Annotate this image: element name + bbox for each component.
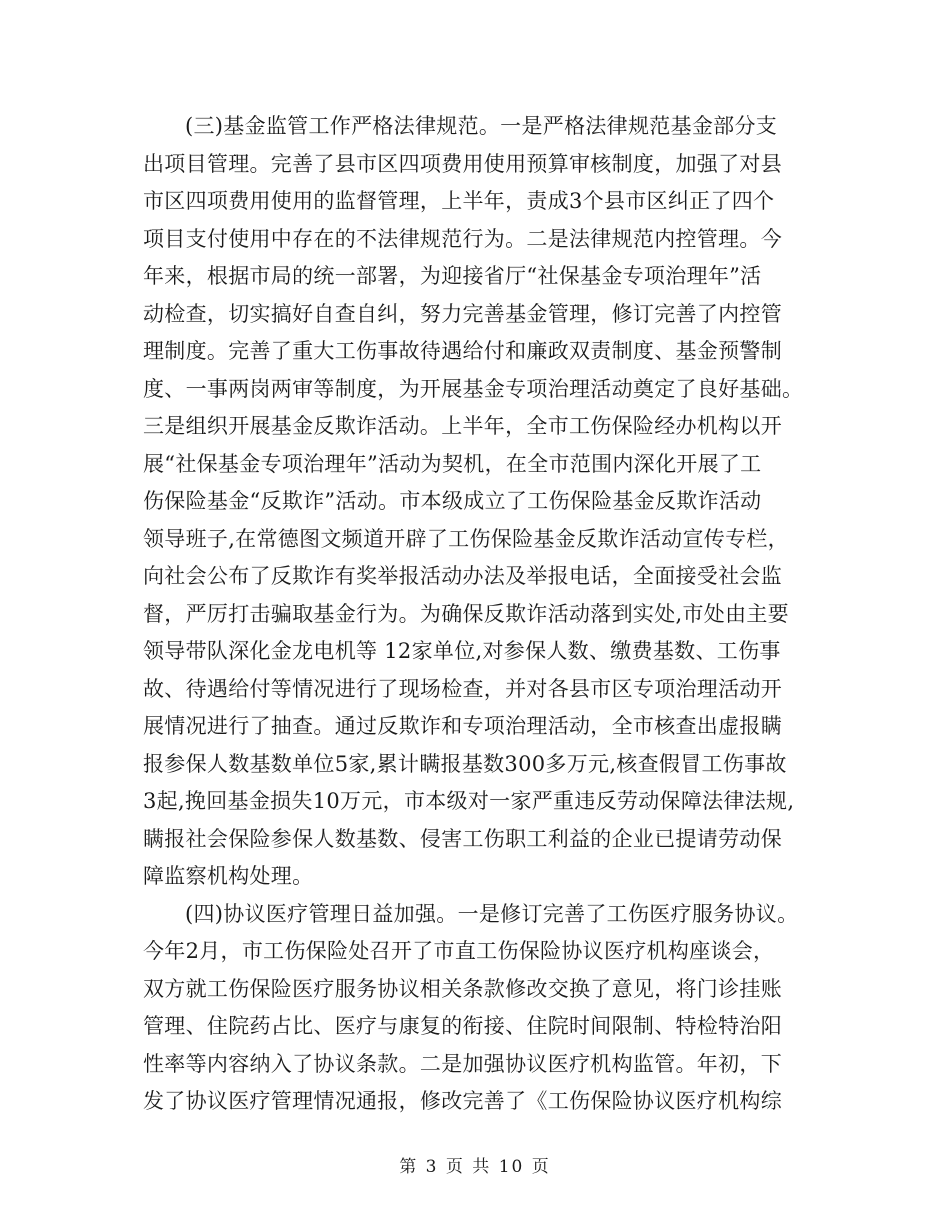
paragraph-3-line-19: 3起,挽回基金损失10万元，市本级对一家严重违反劳动保障法律法规, <box>143 789 795 813</box>
paragraph-3-line-6: 动检查，切实搞好自查自纠，努力完善基金管理，修订完善了内控管 <box>143 301 782 326</box>
paragraph-3-line-16: 故、待遇给付等情况进行了现场检查，并对各县市区专项治理活动开 <box>143 676 782 701</box>
paragraph-3-line-4: 项目支付使用中存在的不法律规范行为。二是法律规范内控管理。今 <box>143 226 782 251</box>
paragraph-4-line-1: (四)协议医疗管理日益加强。一是修订完善了工伤医疗服务协议。 <box>185 901 799 926</box>
paragraph-3-line-3: 市区四项费用使用的监督管理，上半年，责成3个县市区纠正了四个 <box>143 189 775 213</box>
paragraph-3-line-1: (三)基金监管工作严格法律规范。一是严格法律规范基金部分支 <box>185 114 778 138</box>
paragraph-3-line-21: 障监察机构处理。 <box>143 864 314 888</box>
paragraph-3-line-12: 领导班子,在常德图文频道开辟了工伤保险基金反欺诈活动宣传专栏， <box>143 526 789 551</box>
paragraph-3-line-20: 瞒报社会保险参保人数基数、侵害工伤职工利益的企业已提请劳动保 <box>143 826 782 851</box>
paragraph-3-line-10: 展“社保基金专项治理年”活动为契机，在全市范围内深化开展了工 <box>143 451 762 476</box>
paragraph-3-line-15: 领导带队深化金龙电机等 12家单位,对参保人数、缴费基数、工伤事 <box>143 639 781 663</box>
paragraph-3-line-14: 督，严厉打击骗取基金行为。为确保反欺诈活动落到实处,市处由主要 <box>143 601 789 626</box>
paragraph-3-line-18: 报参保人数基数单位5家,累计瞒报基数300多万元,核查假冒工伤事故 <box>143 751 787 776</box>
paragraph-4-line-6: 发了协议医疗管理情况通报，修改完善了《工伤保险协议医疗机构综 <box>143 1089 782 1113</box>
paragraph-3-line-2: 出项目管理。完善了县市区四项费用使用预算审核制度，加强了对县 <box>143 151 782 176</box>
paragraph-4-line-4: 管理、住院药占比、医疗与康复的衔接、住院时间限制、特检特治阳 <box>143 1014 782 1038</box>
paragraph-4-line-2: 今年2月，市工伤保险处召开了市直工伤保险协议医疗机构座谈会， <box>143 939 775 963</box>
paragraph-3-line-9: 三是组织开展基金反欺诈活动。上半年，全市工伤保险经办机构以开 <box>143 414 782 438</box>
paragraph-4-line-3: 双方就工伤保险医疗服务协议相关条款修改交换了意见，将门诊挂账 <box>143 976 782 1001</box>
paragraph-3-line-13: 向社会公布了反欺诈有奖举报活动办法及举报电话，全面接受社会监 <box>143 564 782 588</box>
paragraph-3-line-8: 度、一事两岗两审等制度，为开展基金专项治理活动奠定了良好基础。 <box>143 376 804 401</box>
paragraph-3-line-5: 年来，根据市局的统一部署，为迎接省厅“社保基金专项治理年”活 <box>143 264 762 288</box>
paragraph-3-line-7: 理制度。完善了重大工伤事故待遇给付和廉政双责制度、基金预警制 <box>143 339 782 363</box>
document-body <box>143 108 823 1121</box>
paragraph-4-line-5: 性率等内容纳入了协议条款。二是加强协议医疗机构监管。年初，下 <box>143 1051 782 1076</box>
paragraph-3-line-17: 展情况进行了抽查。通过反欺诈和专项治理活动，全市核查出虚报瞒 <box>143 714 782 738</box>
paragraph-3-line-11: 伤保险基金“反欺诈”活动。市本级成立了工伤保险基金反欺诈活动 <box>143 489 762 513</box>
page-number-footer: 第 3 页 共 10 页 <box>399 1157 551 1177</box>
